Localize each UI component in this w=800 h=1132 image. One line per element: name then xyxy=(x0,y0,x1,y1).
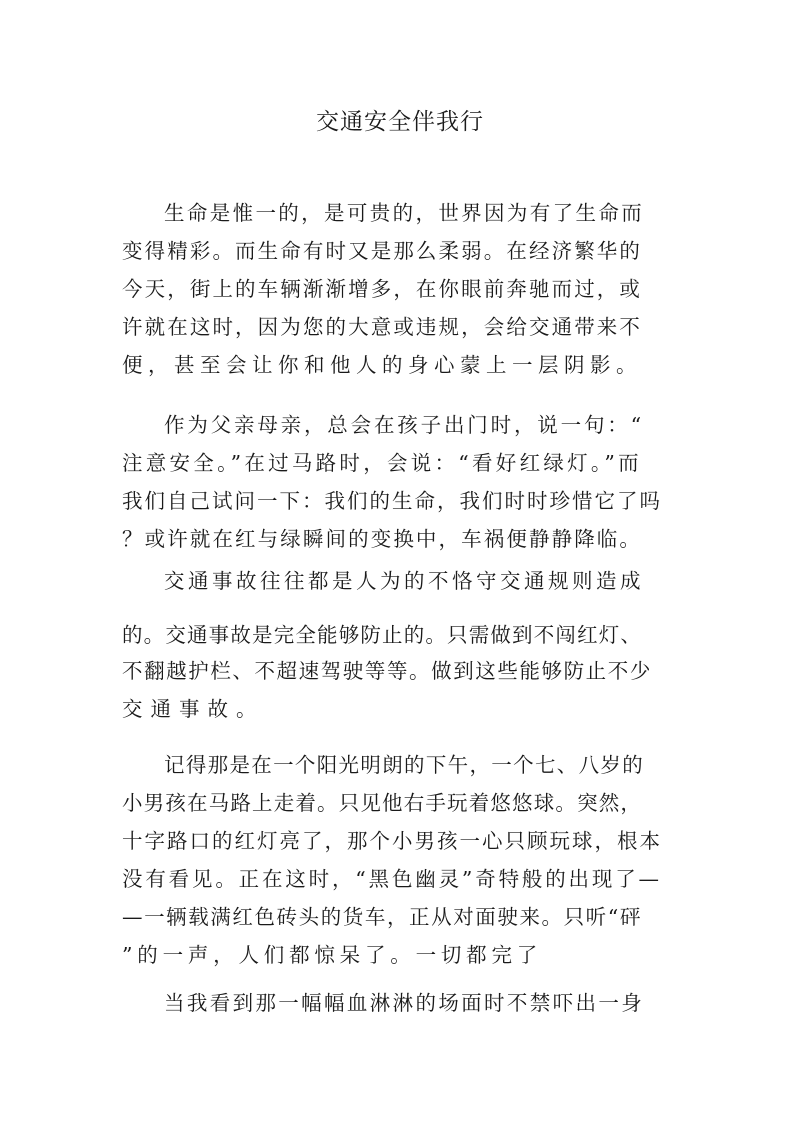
paragraph-line: 记得那是在一个阳光明朗的下午，一个七、八岁的 xyxy=(164,753,645,777)
paragraph-line: 许就在这时，因为您的大意或违规，会给交通带来不 xyxy=(122,315,643,339)
paragraph-line: 交通事故往往都是人为的不恪守交通规则造成 xyxy=(164,569,644,593)
document-title: 交通安全伴我行 xyxy=(316,109,484,135)
paragraph-line: 没有看见。正在这时，“黑色幽灵”奇特般的出现了— xyxy=(122,867,662,891)
paragraph-line: 的。交通事故是完全能够防止的。只需做到不闯红灯、 xyxy=(122,623,643,647)
paragraph-line: 生命是惟一的，是可贵的，世界因为有了生命而 xyxy=(164,201,645,225)
paragraph-line: 不翻越护栏、不超速驾驶等等。做到这些能够防止不少 xyxy=(122,659,652,683)
paragraph-line: 我们自己试问一下：我们的生命，我们时时珍惜它了吗 xyxy=(122,489,662,513)
paragraph-line: 十字路口的红灯亮了，那个小男孩一心只顾玩球，根本 xyxy=(122,829,662,853)
paragraph-line: 作为父亲母亲，总会在孩子出门时，说一句：“ xyxy=(164,413,644,437)
paragraph-line: ”的一声，人们都惊呆了。一切都完了 xyxy=(122,943,543,967)
paragraph-line: ？或许就在红与绿瞬间的变换中，车祸便静静降临。 xyxy=(122,527,643,551)
paragraph-line: 当我看到那一幅幅血淋淋的场面时不禁吓出一身 xyxy=(164,991,645,1015)
paragraph-line: 注意安全。”在过马路时，会说：“看好红绿灯。”而 xyxy=(122,451,642,475)
paragraph-line: 便，甚至会让你和他人的身心蒙上一层阴影。 xyxy=(122,353,642,377)
paragraph-line: 今天，街上的车辆渐渐增多，在你眼前奔驰而过，或 xyxy=(122,277,643,301)
paragraph-line: 交通事故。 xyxy=(122,697,265,721)
paragraph-line: 小男孩在马路上走着。只见他右手玩着悠悠球。突然， xyxy=(122,791,643,815)
paragraph-line: —一辆载满红色砖头的货车，正从对面驶来。只听“砰 xyxy=(122,905,642,929)
paragraph-line: 变得精彩。而生命有时又是那么柔弱。在经济繁华的 xyxy=(122,239,643,263)
